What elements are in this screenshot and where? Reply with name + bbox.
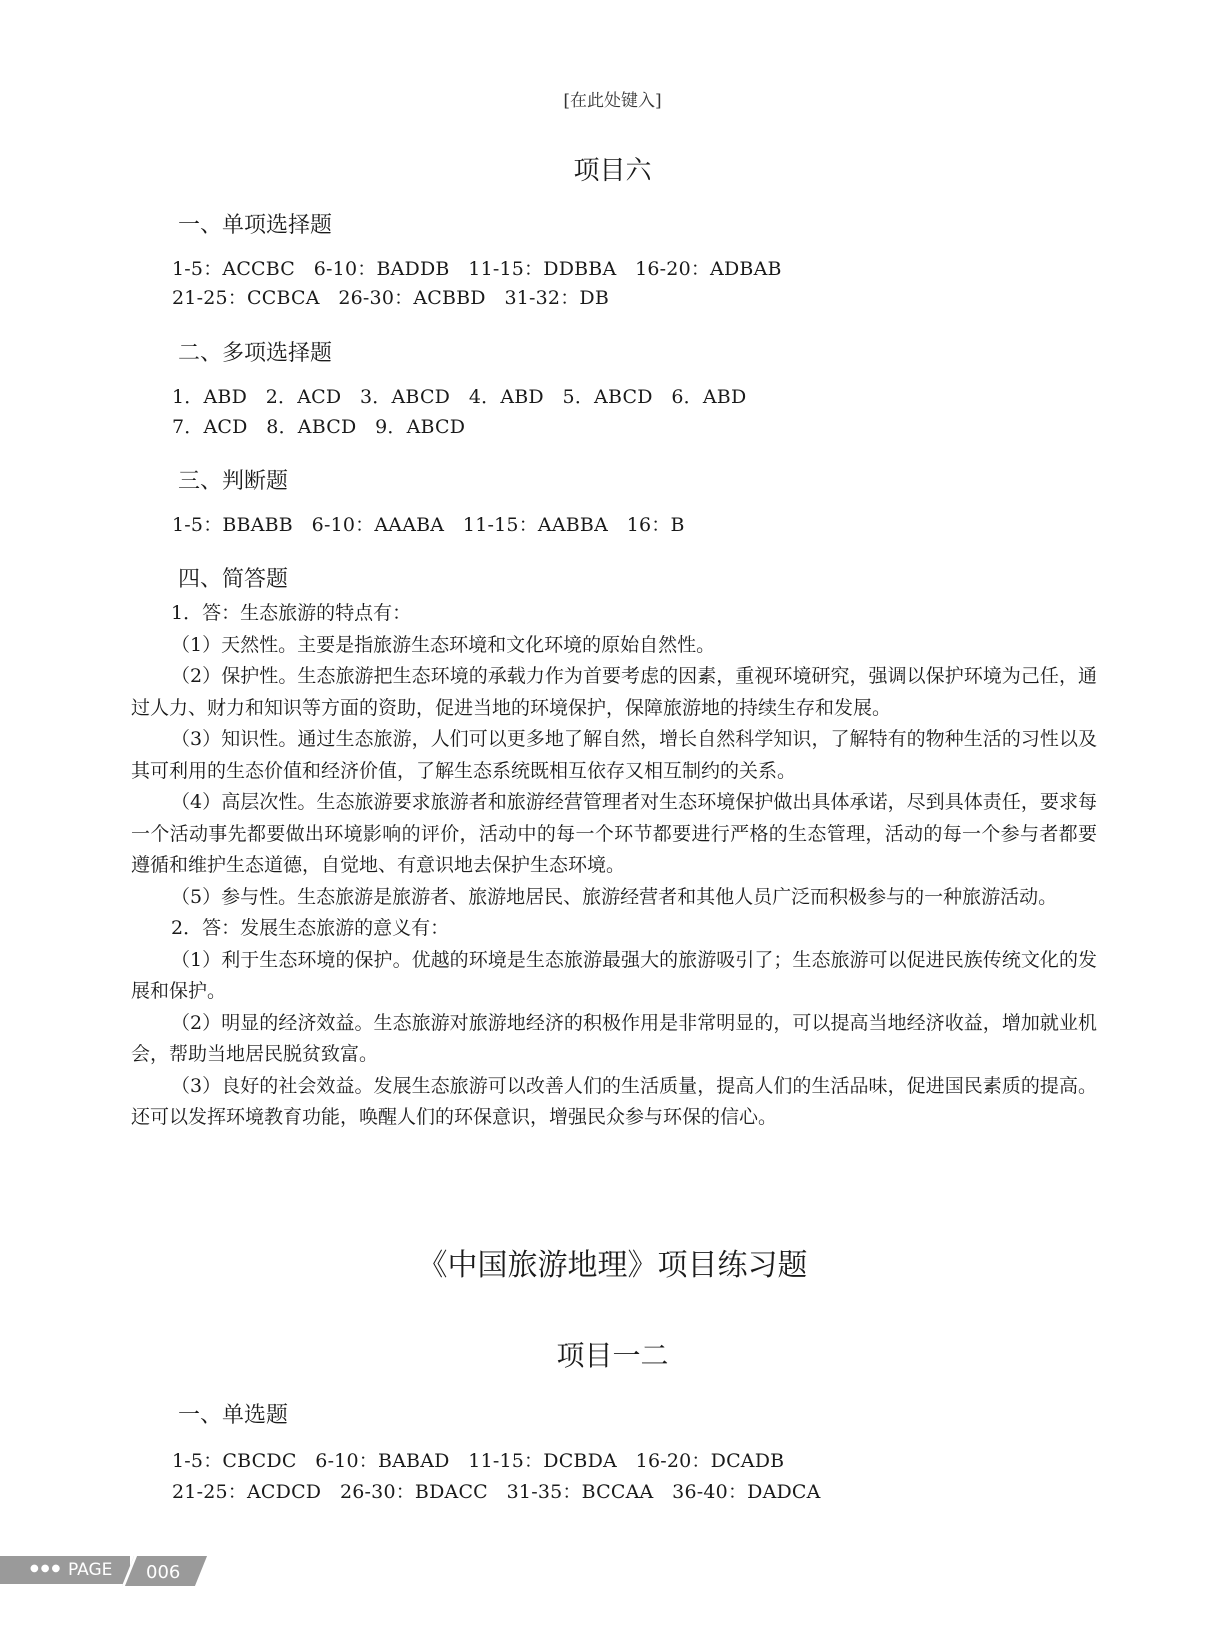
short-answer-title: 四、简答题	[178, 567, 289, 592]
header-note: [在此处键入]	[563, 91, 662, 111]
single-choice-title: 一、单项选择题	[178, 213, 333, 238]
project12-title: 项目一二	[556, 1339, 669, 1372]
answer-paragraph: 1．答：生态旅游的特点有：	[171, 602, 412, 624]
footer-page-label: PAGE	[68, 1560, 113, 1580]
answer-paragraph: 2．答：发展生态旅游的意义有：	[171, 917, 450, 939]
true-false-answers: 1-5：BBABB 6-10：AAABA 11-15：AABBA 16：B	[172, 514, 685, 536]
single-choice-answers-1: 1-5：ACCBC 6-10：BADDB 11-15：DDBBA 16-20：ADBAB	[172, 258, 782, 280]
answer-paragraph: （2）明显的经济效益。生态旅游对旅游地经济的积极作用是非常明显的，可以提高当地经济收益，增加就业机会，帮助当地居民脱贫致富。	[131, 1011, 1097, 1065]
answer-paragraph: （1）天然性。主要是指旅游生态环境和文化环境的原始自然性。	[171, 633, 716, 656]
answer-paragraph: （2）保护性。生态旅游把生态环境的承载力作为首要考虑的因素，重视环境研究，强调以保护环境为己任，通过人力、财力和知识等方面的资助，促进当地的环境保护，保障旅游地的持续生存和发展。	[131, 665, 1097, 719]
multi-choice-title: 二、多项选择题	[178, 341, 333, 366]
multi-choice-answers-1: 1．ABD 2．ACD 3．ABCD 4．ABD 5．ABCD 6．ABD	[172, 386, 747, 408]
single-select-title: 一、单选题	[178, 1403, 289, 1428]
answer-paragraph: （1）利于生态环境的保护。优越的环境是生态旅游最强大的旅游吸引了；生态旅游可以促进民族传统文化的发展和保护。	[131, 948, 1097, 1002]
multi-choice-answers-2: 7．ACD 8．ABCD 9．ABCD	[172, 416, 466, 438]
single-choice-answers-2: 21-25：CCBCA 26-30：ACBBD 31-32：DB	[172, 287, 610, 309]
true-false-title: 三、判断题	[178, 469, 289, 494]
answer-paragraph: （3）知识性。通过生态旅游，人们可以更多地了解自然，增长自然科学知识，了解特有的物种生活的习性以及其可利用的生态价值和经济价值，了解生态系统既相互依存又相互制约的关系。	[131, 728, 1097, 782]
project6-title: 项目六	[573, 156, 652, 186]
answer-paragraph: （5）参与性。生态旅游是旅游者、旅游地居民、旅游经营者和其他人员广泛而积极参与的一种旅游活动。	[171, 885, 1058, 908]
single-select-answers-2: 21-25：ACDCD 26-30：BDACC 31-35：BCCAA 36-40：DADCA	[172, 1481, 821, 1503]
page-footer	[0, 1554, 200, 1588]
page-number: 006	[146, 1562, 181, 1583]
book-title: 《中国旅游地理》项目练习题	[417, 1248, 808, 1283]
footer-dots-icon: ●●●	[30, 1563, 63, 1574]
answer-paragraph: （4）高层次性。生态旅游要求旅游者和旅游经营管理者对生态环境保护做出具体承诺，尽到具体责任，要求每一个活动事先都要做出环境影响的评价，活动中的每一个环节都要进行严格的生态管理，活动的每一个参与者都要遵循和维护生态道德，自觉地、有意识地去保护生态环境。	[131, 791, 1097, 876]
short-answer-body	[131, 598, 1097, 1134]
answer-paragraph: （3）良好的社会效益。发展生态旅游可以改善人们的生活质量，提高人们的生活品味，促进国民素质的提高。还可以发挥环境教育功能，唤醒人们的环保意识，增强民众参与环保的信心。	[131, 1074, 1097, 1128]
single-select-answers-1: 1-5：CBCDC 6-10：BABAD 11-15：DCBDA 16-20：DCADB	[172, 1450, 785, 1472]
